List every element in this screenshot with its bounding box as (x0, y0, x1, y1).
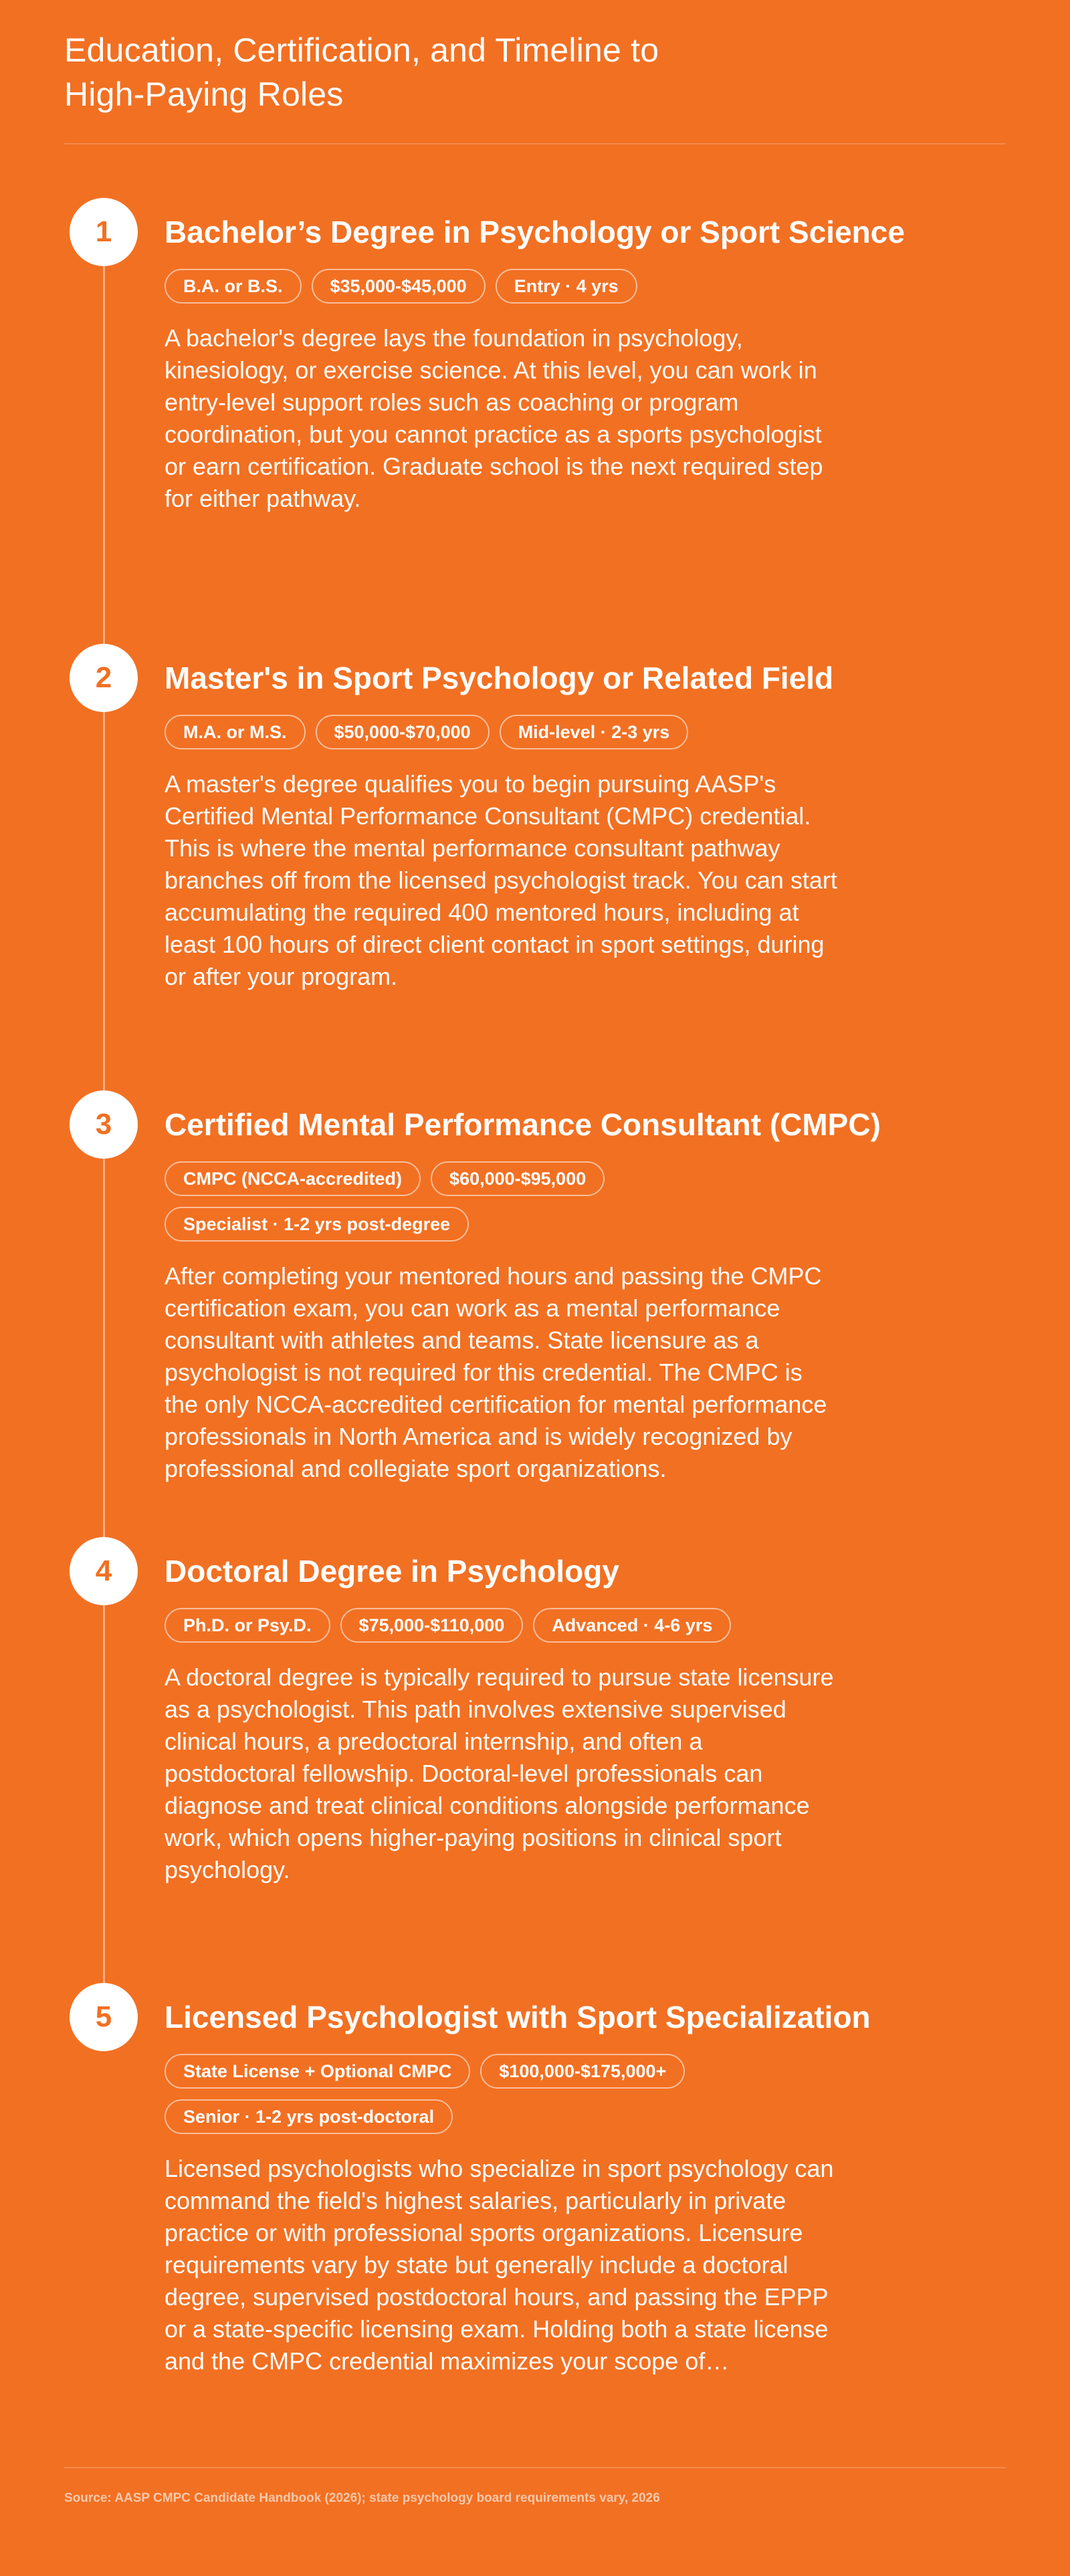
header-divider (64, 143, 1006, 144)
step-badge-list (165, 1161, 833, 1242)
credential-badge: CMPC (NCCA-accredited) (165, 1161, 421, 1196)
salary-badge: $75,000-$110,000 (340, 1608, 524, 1643)
salary-badge: $50,000-$70,000 (316, 715, 490, 749)
step-content (165, 1983, 873, 2377)
level-duration-badge: Specialist · 1-2 yrs post-degree (165, 1207, 469, 1242)
level-duration-badge: Advanced · 4-6 yrs (533, 1608, 731, 1643)
step-description: After completing your mentored hours and passing the CMPC certification exam, you can work as a mental performance consultant with athletes and teams. State licensure as a psychologist is not required for this credential. The CMPC is the only NCCA-accredited certification for mental performance professionals in North America and is widely recognized by professional and collegiate sport organizations. (165, 1262, 827, 1482)
step-badge-list (165, 715, 833, 749)
source-note: Source: AASP CMPC Candidate Handbook (2026); state psychology board requirements vary, 2026 (64, 2491, 660, 2505)
step-title: Bachelor’s Degree in Psychology or Sport Science (165, 215, 905, 249)
salary-badge: $100,000-$175,000+ (480, 2054, 685, 2089)
credential-badge: State License + Optional CMPC (165, 2054, 470, 2089)
step-content (165, 1090, 881, 1485)
degree-badge: Ph.D. or Psy.D. (165, 1608, 330, 1643)
step-content (165, 644, 873, 993)
level-duration-badge: Mid-level · 2-3 yrs (500, 715, 689, 749)
step-badge-list (165, 2054, 833, 2134)
salary-badge: $35,000-$45,000 (312, 269, 486, 304)
salary-badge: $60,000-$95,000 (431, 1161, 605, 1196)
step-number-badge: 4 (70, 1537, 138, 1605)
step-badge-list (165, 1608, 833, 1643)
page-title-line-2: High-Paying Roles (64, 76, 344, 113)
step-number-badge: 1 (70, 198, 138, 266)
step-content (165, 1537, 873, 1886)
step-number-badge: 3 (70, 1090, 138, 1159)
step-title: Doctoral Degree in Psychology (165, 1554, 619, 1589)
step-badge-list (165, 269, 833, 304)
step-title: Licensed Psychologist with Sport Specialization (165, 2000, 871, 2034)
step-description: A doctoral degree is typically required to pursue state licensure as a psychologist. This path involves extensive supervised clinical hours, a predoctoral internship, and often a postdoctoral fellowship. Doctoral-level professionals can diagnose and treat clinical conditions alongside performance work, which opens higher-paying positions in clinical sport psychology. (165, 1663, 834, 1883)
step-content (165, 198, 905, 515)
level-duration-badge: Senior · 1-2 yrs post-doctoral (165, 2099, 453, 2134)
level-duration-badge: Entry · 4 yrs (496, 269, 637, 304)
step-description: Licensed psychologists who specialize in sport psychology can command the field's highest salaries, particularly in private practice or with professional sports organizations. Licensure requirements vary by state but generally include a doctoral degree, supervised postdoctoral hours, and passing the EPPP or a state-specific licensing exam. Holding both a state license and the CMPC credential maximizes your scope of… (165, 2155, 834, 2375)
page-title-line-1: Education, Certification, and Timeline to (64, 31, 659, 69)
page-header (64, 28, 1006, 116)
footer-divider (64, 2467, 1006, 2468)
step-description: A bachelor's degree lays the foundation in psychology, kinesiology, or exercise science. At this level, you can work in entry-level support roles such as coaching or program coordination, but you cannot practice as a sports psychologist or earn certification. Graduate school is the next required step for either pathway. (165, 324, 823, 512)
step-description: A master's degree qualifies you to begin pursuing AASP's Certified Mental Performance Consultant (CMPC) credential. This is where the mental performance consultant pathway branches off from the licensed psychologist track. You can start accumulating the required 400 mentored hours, including at least 100 hours of direct client contact in sport settings, during or after your program. (165, 770, 837, 990)
step-number-badge: 2 (70, 644, 138, 712)
step-title: Master's in Sport Psychology or Related Field (165, 661, 834, 695)
degree-badge: B.A. or B.S. (165, 269, 302, 304)
step-title: Certified Mental Performance Consultant (CMPC) (165, 1107, 881, 1142)
degree-badge: M.A. or M.S. (165, 715, 306, 749)
step-number-badge: 5 (70, 1983, 138, 2051)
page-title (64, 28, 1006, 116)
